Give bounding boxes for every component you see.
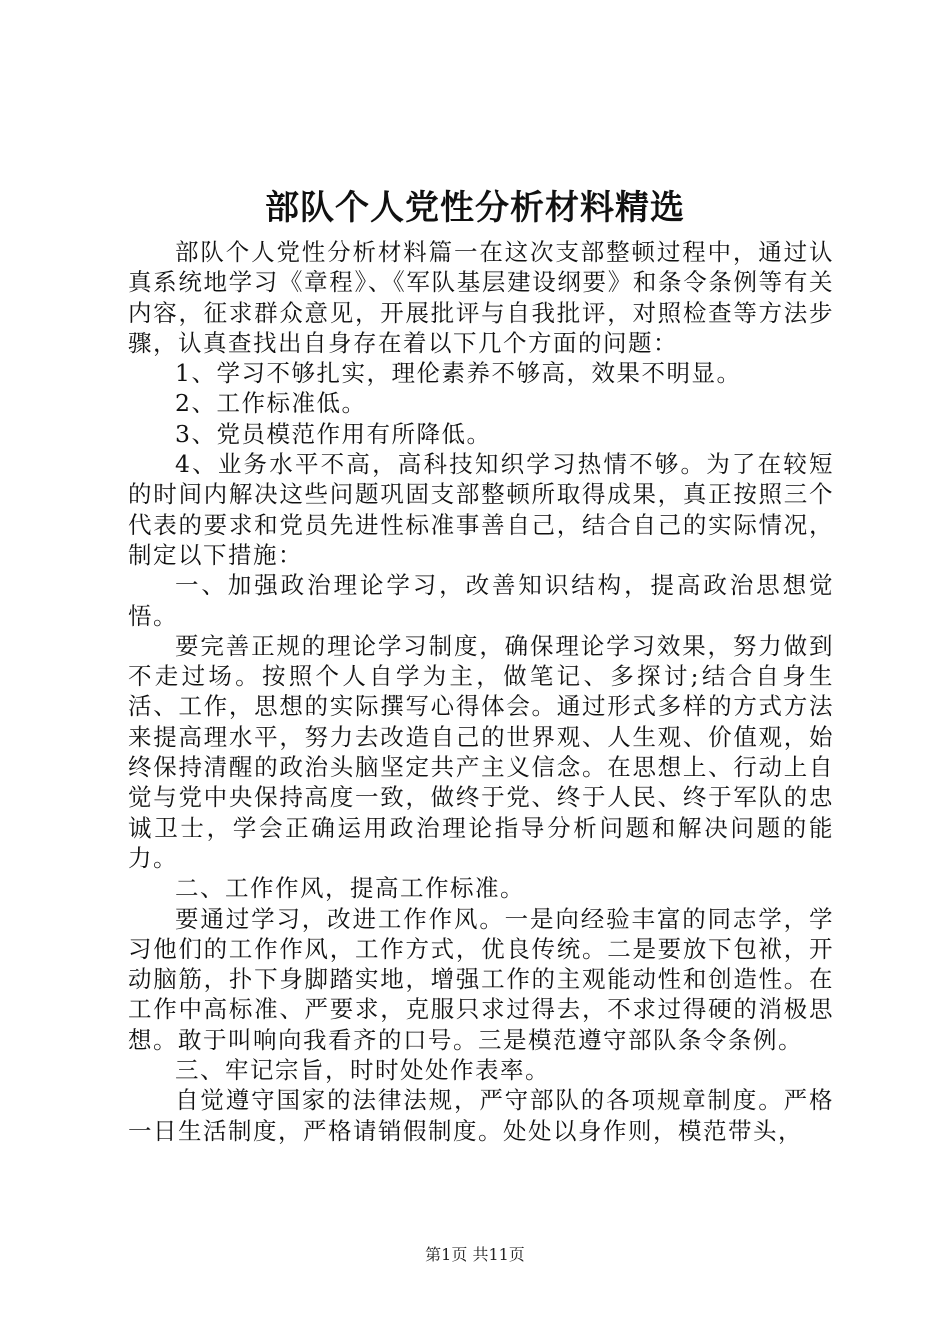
document-title: 部队个人党性分析材料精选 [265,188,685,228]
paragraph-intro: 部队个人党性分析材料篇一在这次支部整顿过程中，通过认真系统地学习《章程》、《军队基层建设纲要》和条令条例等有关内容，征求群众意见，开展批评与自我批评，对照检查等方法步骤，认真查找出自身存在着以下几个方面的问题： [128,238,834,357]
paragraph-section-3: 自觉遵守国家的法律法规，严守部队的各项规章制度。严格一日生活制度，严格请销假制度。处处以身作则，模范带头， [128,1086,834,1145]
section-heading-1: 一、加强政治理论学习，改善知识结构，提高政治思想觉悟。 [128,571,834,630]
paragraph-problem-4: 4、业务水平不高，高科技知织学习热情不够。为了在较短的时间内解决这些问题巩固支部整顿所取得成果，真正按照三个代表的要求和党员先进性标准事善自己，结合自己的实际情况，制定以下措施： [128,450,834,569]
paragraph-problem-2: 2、工作标准低。 [175,389,367,418]
paragraph-problem-3: 3、党员模范作用有所降低。 [175,419,492,448]
paragraph-section-1: 要完善正规的理论学习制度，确保理论学习效果，努力做到不走过场。按照个人自学为主，做笔记、多探讨;结合自身生活、工作，思想的实际撰写心得体会。通过形式多样的方式方法来提高理水平，努力去改造自己的世界观、人生观、价值观，始终保持清醒的政治头脑坚定共产主义信念。在思想上、行动上自觉与党中央保持高度一致，做终于党、终于人民、终于军队的忠诚卫士，学会正确运用政治理论指导分析问题和解决问题的能力。 [128,631,834,872]
page-footer: 第1页 共11页 [425,1245,525,1264]
paragraph-problem-1: 1、学习不够扎实，理伦素养不够高，效果不明显。 [175,359,742,388]
section-heading-3: 三、牢记宗旨，时时处处作表率。 [175,1056,550,1085]
section-heading-2: 二、工作作风，提高工作标准。 [175,874,525,903]
document-body [128,237,834,1146]
paragraph-section-2: 要通过学习，改进工作作风。一是向经验丰富的同志学，学习他们的工作作风，工作方式，优良传统。二是要放下包袱，开动脑筋，扑下身脚踏实地，增强工作的主观能动性和创造性。在工作中高标准、严要求，克服只求过得去，不求过得硬的消极思想。敢于叫响向我看齐的口号。三是模范遵守部队条令条例。 [128,904,834,1054]
